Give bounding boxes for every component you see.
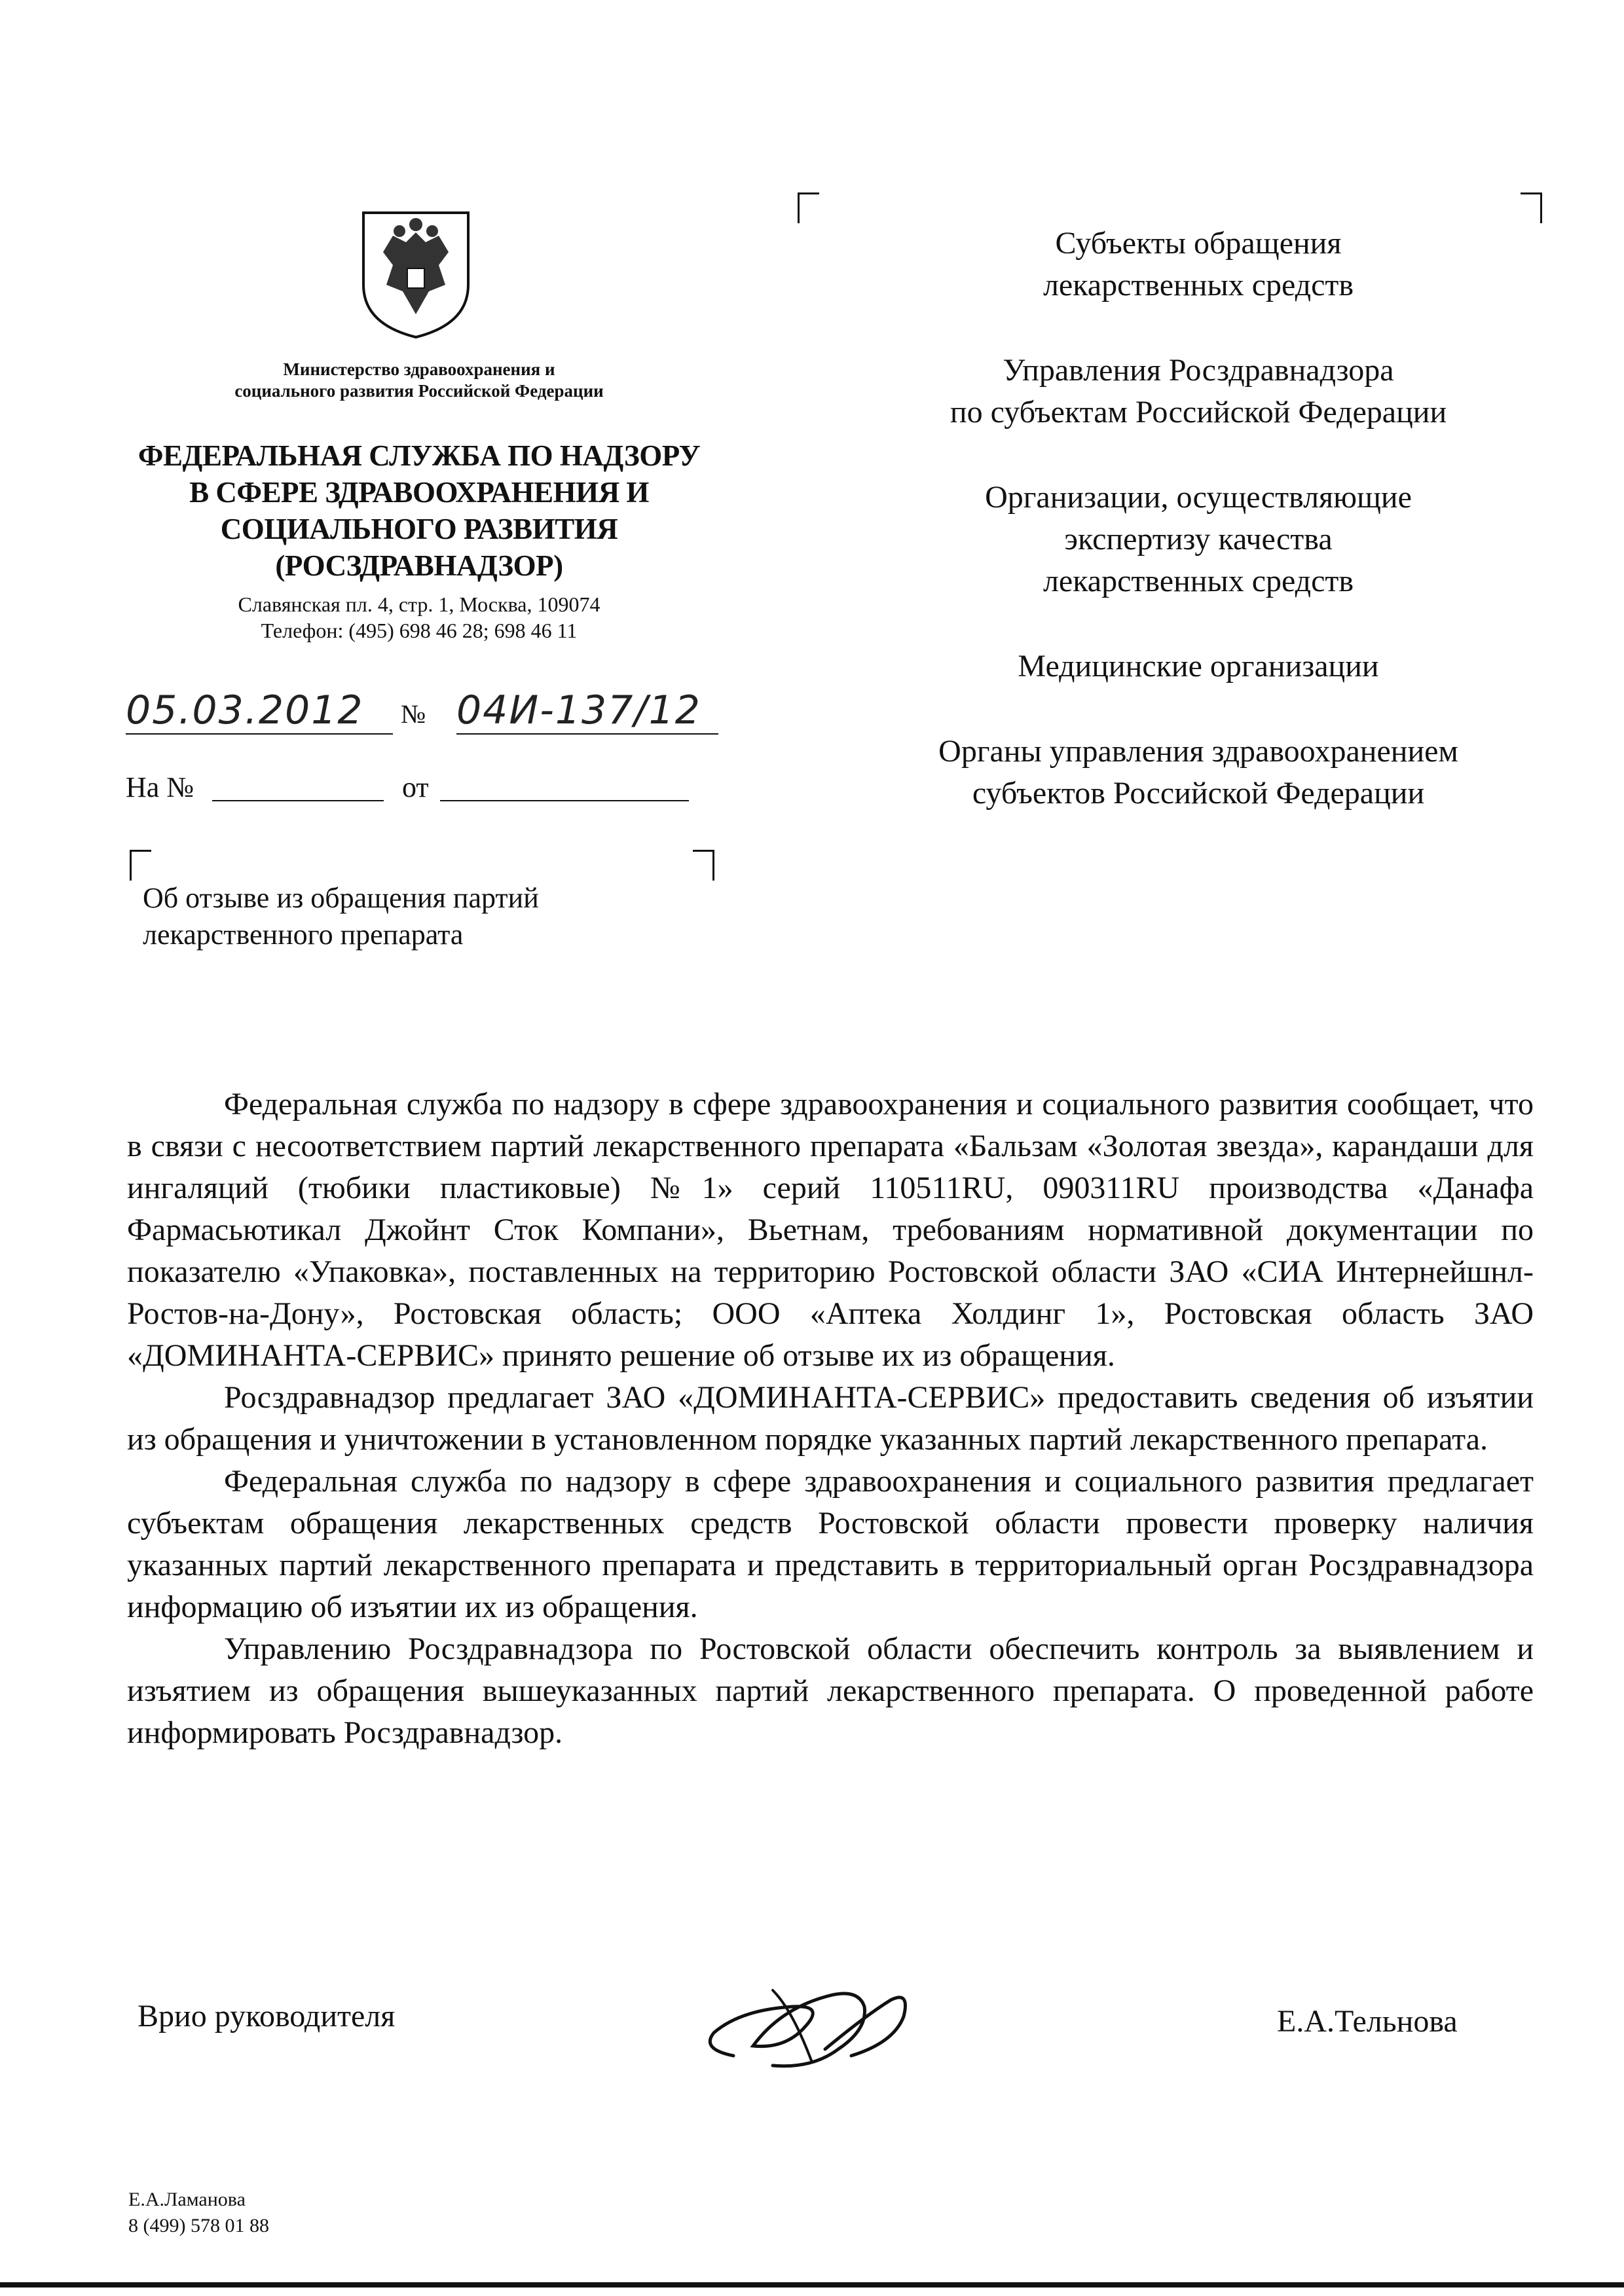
body-paragraph: Федеральная служба по надзору в сфере здравоохранения и социального развития предлагает субъектам обращения лекарственных средств Ростовской области провести проверку наличия указанных партий лекарственного препарата и представить в территориальный орган Росздравнадзора информацию об изъятии их из обращения. xyxy=(127,1464,1534,1624)
executor-phone: 8 (499) 578 01 88 xyxy=(128,2215,269,2236)
service-name-line: СОЦИАЛЬНОГО РАЗВИТИЯ xyxy=(220,513,618,545)
subject-line: лекарственного препарата xyxy=(143,919,464,951)
addressee-corner-left xyxy=(798,192,819,223)
reply-number-blank xyxy=(212,800,384,801)
addressee-line: Организации, осуществляющие xyxy=(985,480,1412,515)
signatory-name: Е.А.Тельнова xyxy=(1277,2004,1458,2039)
addressee-line: Субъекты обращения xyxy=(1055,226,1342,261)
addressee-item xyxy=(864,646,1532,687)
body-paragraph: Федеральная служба по надзору в сфере здравоохранения и социального развития сообщает, что в связи с несоответствием партий лекарственного препарата «Бальзам «Золотая звезда», карандаши для ингаляций (тюбики пластиковые) №1» серий 110511RU, 090311RU производства «Данафа Фармасьютикал Джойнт Сток Компани», Вьетнам, требованиям нормативной документации по показателю «Упаковка», поставленных на территорию Ростовской области ЗАО «СИА Интернейшнл-Ростов-на-Дону», Ростовская область; ООО «Аптека Холдинг 1», Ростовская область ЗАО «ДОМИНАНТА-СЕРВИС» принято решение об отзыве их из обращения. xyxy=(127,1087,1534,1373)
letter-body xyxy=(127,1084,1534,1754)
registration-date: 05.03.2012 xyxy=(126,687,393,735)
registration-number-label: № xyxy=(401,699,426,729)
address-line: Славянская пл. 4, стр. 1, Москва, 109074 xyxy=(238,592,600,616)
sender-address xyxy=(124,591,714,644)
registration-line xyxy=(126,687,715,740)
page-bottom-rule xyxy=(0,2282,1624,2287)
coat-of-arms-icon xyxy=(354,206,478,340)
addressee-item xyxy=(864,350,1532,433)
addressee-item xyxy=(864,477,1532,602)
ministry-name xyxy=(124,359,714,402)
executor-name: Е.А.Ламанова xyxy=(128,2189,246,2210)
letter-subject xyxy=(143,880,667,953)
signatory-position: Врио руководителя xyxy=(138,1999,396,2033)
subject-line: Об отзыве из обращения партий xyxy=(143,882,539,914)
reply-date-label: от xyxy=(402,771,429,803)
phone-line: Телефон: (495) 698 46 28; 698 46 11 xyxy=(261,619,578,642)
service-name-line: В СФЕРЕ ЗДРАВООХРАНЕНИЯ И xyxy=(189,476,649,509)
addressee-item xyxy=(864,223,1532,306)
subject-corner-left xyxy=(130,850,151,881)
addressee-list xyxy=(864,223,1532,858)
addressee-line: лекарственных средств xyxy=(1043,564,1354,598)
reply-reference-line xyxy=(126,771,715,811)
addressee-line: лекарственных средств xyxy=(1043,268,1354,302)
body-paragraph: Росздравнадзор предлагает ЗАО «ДОМИНАНТА-СЕРВИС» предоставить сведения об изъятии из обращения и уничтожении в установленном порядке указанных партий лекарственного препарата. xyxy=(127,1380,1534,1457)
ministry-line: социального развития Российской Федерации xyxy=(234,381,604,401)
addressee-line: Органы управления здравоохранением xyxy=(938,734,1458,769)
addressee-item xyxy=(864,731,1532,814)
registration-number: 04И-137/12 xyxy=(456,687,718,735)
addressee-line: экспертизу качества xyxy=(1064,522,1333,556)
ministry-line: Министерство здравоохранения и xyxy=(283,359,555,379)
service-name-line: ФЕДЕРАЛЬНАЯ СЛУЖБА ПО НАДЗОРУ xyxy=(138,439,701,472)
addressee-line: субъектов Российской Федерации xyxy=(972,776,1425,811)
addressee-line: Управления Росздравнадзора xyxy=(1003,353,1394,388)
addressee-line: Медицинские организации xyxy=(1018,649,1379,683)
body-paragraph: Управлению Росздравнадзора по Ростовской области обеспечить контроль за выявлением и изъятием из обращения вышеуказанных партий лекарственного препарата. О проведенной работе информировать Росздравнадзор. xyxy=(127,1631,1534,1750)
subject-corner-right xyxy=(693,850,714,881)
service-name-line: (РОСЗДРАВНАДЗОР) xyxy=(275,549,563,582)
addressee-corner-right xyxy=(1521,192,1542,223)
reply-number-label: На № xyxy=(126,771,194,803)
executor-info xyxy=(128,2187,269,2239)
service-name xyxy=(124,437,714,584)
addressee-line: по субъектам Российской Федерации xyxy=(950,395,1447,429)
reply-date-blank xyxy=(440,800,689,801)
handwritten-signature-icon xyxy=(694,1971,936,2088)
